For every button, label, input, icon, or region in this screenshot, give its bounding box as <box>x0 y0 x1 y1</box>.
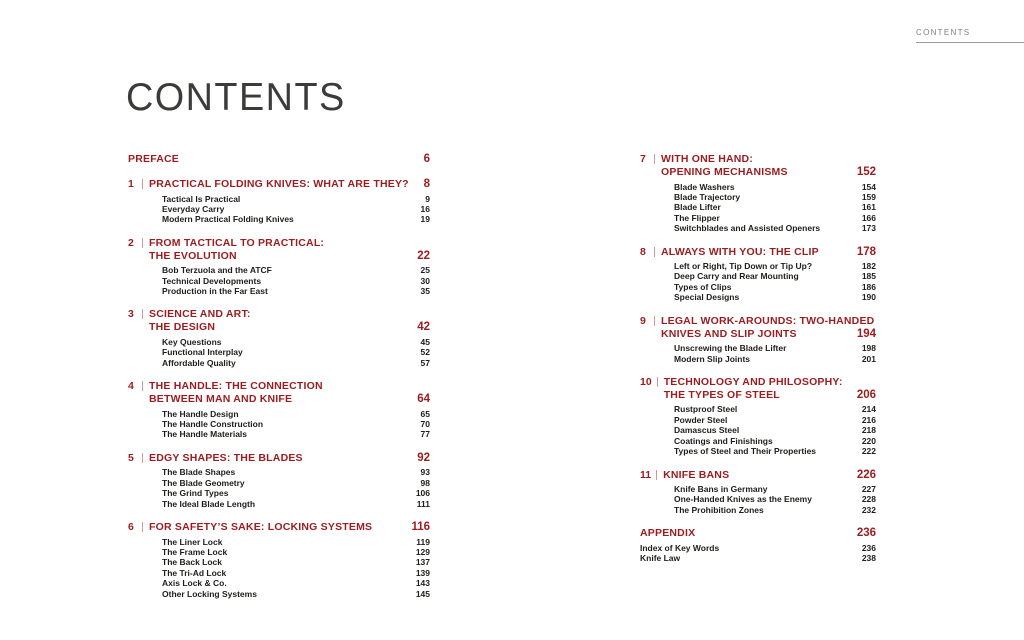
subentry-page-number: 216 <box>861 414 876 425</box>
subentry-page-number: 35 <box>420 286 430 297</box>
subentry-label: The Blade Shapes <box>162 467 236 478</box>
toc-column-right <box>640 153 876 576</box>
toc-subentry-list <box>640 404 876 456</box>
subentry-page-number: 111 <box>416 498 430 509</box>
toc-subentry <box>640 282 876 292</box>
toc-section <box>640 376 876 457</box>
subentry-label: Switchblades and Assisted Openers <box>674 223 821 234</box>
subentry-label: Rustproof Steel <box>674 404 738 415</box>
chapter-title-line: EDGY SHAPES: THE BLADES <box>149 451 303 464</box>
subentry-page-number: 214 <box>861 404 876 415</box>
toc-subentry <box>640 292 876 302</box>
subentry-label: The Flipper <box>674 212 720 223</box>
subentry-label: Damascus Steel <box>674 425 740 436</box>
subentry-page-number: 93 <box>420 467 430 478</box>
toc-subentry-list <box>128 337 430 368</box>
chapter-title-line: THE DESIGN <box>149 321 216 334</box>
toc-section <box>640 246 876 303</box>
subentry-page-number: 52 <box>420 347 430 358</box>
toc-chapter-heading <box>128 380 430 406</box>
subentry-label: The Handle Materials <box>162 429 248 440</box>
chapter-number: 2 <box>128 236 134 249</box>
chapter-page-number: 116 <box>411 521 430 533</box>
subentry-page-number: 166 <box>861 212 876 223</box>
toc-chapter-heading <box>128 521 430 534</box>
chapter-title-line: KNIFE BANS <box>663 468 730 481</box>
toc-chapter-heading <box>640 153 876 179</box>
toc-subentry-list <box>640 343 876 364</box>
toc-subentry <box>128 488 430 498</box>
toc-section <box>640 315 876 364</box>
chapter-page-number: 194 <box>856 327 876 340</box>
subentry-label: Blade Lifter <box>674 202 721 213</box>
toc-subentry <box>128 204 430 214</box>
subentry-label: The Blade Geometry <box>162 477 245 488</box>
chapter-title-line: ALWAYS WITH YOU: THE CLIP <box>661 245 819 258</box>
running-header <box>916 28 1024 43</box>
subentry-page-number: 190 <box>861 292 876 303</box>
toc-subentry <box>128 409 430 419</box>
subentry-label: Key Questions <box>162 336 222 347</box>
subentry-label: Everyday Carry <box>162 203 225 214</box>
toc-subentry <box>640 446 876 456</box>
toc-subentry <box>640 354 876 364</box>
toc-chapter-heading <box>128 153 430 166</box>
toc-section <box>128 308 430 368</box>
subentry-page-number: 45 <box>420 336 430 347</box>
chapter-title <box>640 527 851 540</box>
subentry-page-number: 145 <box>415 588 430 599</box>
toc-chapter-heading <box>128 452 430 465</box>
subentry-label: Modern Slip Joints <box>674 353 751 364</box>
chapter-number-separator <box>142 179 143 189</box>
chapter-title <box>664 376 851 402</box>
subentry-page-number: 106 <box>415 488 430 499</box>
chapter-title <box>149 237 411 263</box>
toc-subentry <box>128 214 430 224</box>
toc-column-left <box>128 153 430 611</box>
toc-subentry <box>640 404 876 414</box>
toc-subentry-list <box>640 182 876 234</box>
toc-subentry-list <box>640 261 876 303</box>
chapter-title-line: THE TYPES OF STEEL <box>663 388 780 401</box>
subentry-label: The Handle Construction <box>162 419 264 430</box>
chapter-page-number: 22 <box>417 249 430 262</box>
page-title: CONTENTS <box>126 76 346 119</box>
chapter-number: 7 <box>640 153 646 165</box>
toc-subentry-list <box>128 537 430 599</box>
chapter-title-line: PREFACE <box>128 153 179 165</box>
subentry-page-number: 227 <box>861 484 876 494</box>
chapter-title <box>661 246 851 259</box>
subentry-label: One-Handed Knives as the Enemy <box>674 494 812 505</box>
toc-subentry <box>128 337 430 347</box>
toc-subentry <box>640 182 876 192</box>
toc-subentry <box>128 286 430 296</box>
chapter-title-line: LEGAL WORK-AROUNDS: TWO-HANDED <box>661 314 875 327</box>
chapter-title <box>149 178 418 191</box>
subentry-label: Blade Washers <box>674 181 735 192</box>
toc-chapter-heading <box>128 308 430 334</box>
toc-chapter-heading <box>128 178 430 191</box>
chapter-title-line: FOR SAFETY’S SAKE: LOCKING SYSTEMS <box>149 521 373 533</box>
subentry-page-number: 228 <box>861 494 876 505</box>
toc-section <box>640 527 876 563</box>
chapter-title-line: THE HANDLE: THE CONNECTION <box>149 380 323 393</box>
toc-subentry <box>128 547 430 557</box>
toc-subentry <box>128 578 430 588</box>
subentry-label: Powder Steel <box>674 414 728 425</box>
toc-subentry-list <box>640 484 876 515</box>
subentry-page-number: 220 <box>861 435 876 446</box>
toc-subentry <box>640 543 876 553</box>
subentry-page-number: 16 <box>420 203 430 214</box>
subentry-label: Tactical Is Practical <box>162 193 241 204</box>
subentry-page-number: 25 <box>420 265 430 276</box>
subentry-label: Modern Practical Folding Knives <box>162 214 294 225</box>
toc-subentry <box>128 347 430 357</box>
toc-subentry <box>640 494 876 504</box>
subentry-page-number: 57 <box>420 357 430 368</box>
chapter-title-line: APPENDIX <box>640 527 696 540</box>
toc-section <box>128 153 430 166</box>
subentry-label: The Grind Types <box>162 488 229 499</box>
toc-chapter-heading <box>640 527 876 540</box>
subentry-page-number: 77 <box>420 429 430 440</box>
subentry-label: Functional Interplay <box>162 347 243 358</box>
chapter-title-line: FROM TACTICAL TO PRACTICAL: <box>149 236 325 249</box>
toc-subentry <box>128 265 430 275</box>
subentry-page-number: 137 <box>415 557 430 568</box>
toc-subentry <box>128 429 430 439</box>
subentry-page-number: 9 <box>425 193 430 204</box>
subentry-page-number: 154 <box>861 181 876 192</box>
chapter-number-separator <box>654 154 655 164</box>
chapter-page-number: 206 <box>856 388 876 401</box>
toc-subentry <box>640 192 876 202</box>
toc-subentry <box>128 537 430 547</box>
chapter-number: 10 <box>640 375 652 388</box>
chapter-page-number: 42 <box>417 321 430 334</box>
chapter-title <box>149 380 411 406</box>
subentry-page-number: 232 <box>861 504 876 515</box>
chapter-title-line: BETWEEN MAN AND KNIFE <box>149 393 293 406</box>
chapter-number-separator <box>654 247 655 257</box>
chapter-number-separator <box>657 377 658 387</box>
subentry-page-number: 182 <box>861 261 876 272</box>
subentry-label: Other Locking Systems <box>162 588 257 599</box>
subentry-label: Affordable Quality <box>162 357 236 368</box>
subentry-label: Coatings and Finishings <box>674 435 773 446</box>
toc-subentry-list <box>128 265 430 296</box>
subentry-label: The Tri-Ad Lock <box>162 567 227 578</box>
toc-subentry <box>640 223 876 233</box>
toc-subentry <box>640 436 876 446</box>
subentry-page-number: 186 <box>861 281 876 292</box>
chapter-title-line: SCIENCE AND ART: <box>149 308 251 321</box>
subentry-label: Types of Steel and Their Properties <box>674 446 817 457</box>
toc-subentry <box>640 213 876 223</box>
subentry-page-number: 198 <box>861 343 876 354</box>
chapter-page-number: 8 <box>423 178 430 190</box>
subentry-page-number: 218 <box>861 425 876 436</box>
running-header-label: CONTENTS <box>916 28 971 37</box>
toc-subentry <box>640 415 876 425</box>
subentry-page-number: 143 <box>415 578 430 589</box>
toc-section <box>640 469 876 516</box>
toc-subentry <box>128 194 430 204</box>
toc-subentry <box>128 467 430 477</box>
chapter-number-separator <box>142 381 143 391</box>
chapter-title <box>661 153 851 179</box>
subentry-label: The Prohibition Zones <box>674 504 764 515</box>
subentry-page-number: 238 <box>861 553 876 564</box>
toc-chapter-heading <box>640 246 876 259</box>
subentry-label: Unscrewing the Blade Lifter <box>674 343 787 354</box>
chapter-number: 6 <box>128 521 134 533</box>
chapter-number-separator <box>656 470 657 480</box>
chapter-number: 9 <box>640 314 646 327</box>
chapter-number-separator <box>142 309 143 319</box>
chapter-page-number: 226 <box>856 468 876 481</box>
subentry-label: Knife Law <box>640 553 681 564</box>
chapter-title <box>149 308 411 334</box>
chapter-number: 8 <box>640 245 646 258</box>
chapter-number: 1 <box>128 178 134 190</box>
subentry-page-number: 70 <box>420 419 430 430</box>
subentry-label: Knife Bans in Germany <box>674 484 768 494</box>
toc-section <box>640 153 876 234</box>
subentry-label: Production in the Far East <box>162 286 268 297</box>
subentry-label: The Frame Lock <box>162 546 228 557</box>
chapter-title-line: WITH ONE HAND: <box>661 153 754 165</box>
toc-subentry <box>128 568 430 578</box>
subentry-label: Deep Carry and Rear Mounting <box>674 271 799 282</box>
toc-subentry <box>128 557 430 567</box>
subentry-label: The Handle Design <box>162 408 239 419</box>
toc-subentry-list <box>128 194 430 225</box>
toc-subentry <box>128 589 430 599</box>
toc-section <box>128 380 430 440</box>
toc-chapter-heading <box>640 376 876 402</box>
subentry-page-number: 236 <box>861 542 876 553</box>
toc-section <box>128 521 430 599</box>
chapter-page-number: 64 <box>417 393 430 406</box>
chapter-title <box>663 469 851 482</box>
chapter-number: 11 <box>640 468 652 481</box>
chapter-title-line: KNIVES AND SLIP JOINTS <box>661 327 797 340</box>
chapter-title <box>128 153 418 166</box>
subentry-label: The Liner Lock <box>162 536 223 547</box>
subentry-page-number: 222 <box>861 446 876 457</box>
toc-chapter-heading <box>640 315 876 341</box>
chapter-number: 4 <box>128 380 134 393</box>
toc-subentry-list <box>128 409 430 440</box>
subentry-page-number: 119 <box>416 536 430 547</box>
chapter-page-number: 236 <box>856 527 876 540</box>
toc-subentry <box>640 261 876 271</box>
subentry-label: Technical Developments <box>162 275 262 286</box>
chapter-page-number: 6 <box>423 153 430 165</box>
subentry-page-number: 30 <box>420 275 430 286</box>
chapter-number: 5 <box>128 451 134 464</box>
toc-section <box>128 178 430 225</box>
subentry-label: The Back Lock <box>162 557 222 568</box>
subentry-label: Special Designs <box>674 292 740 303</box>
subentry-page-number: 139 <box>415 567 430 578</box>
subentry-page-number: 201 <box>861 353 876 364</box>
subentry-page-number: 159 <box>861 191 876 202</box>
chapter-title <box>149 452 411 465</box>
toc-subentry <box>640 484 876 494</box>
subentry-label: The Ideal Blade Length <box>162 498 256 509</box>
subentry-page-number: 173 <box>861 223 876 234</box>
toc-subentry <box>640 343 876 353</box>
toc-chapter-heading <box>128 237 430 263</box>
chapter-page-number: 92 <box>417 451 430 464</box>
chapter-title <box>149 521 405 534</box>
chapter-number-separator <box>142 238 143 248</box>
chapter-number-separator <box>142 453 143 463</box>
chapter-number-separator <box>142 522 143 532</box>
toc-section <box>128 452 430 509</box>
toc-subentry <box>640 202 876 212</box>
chapter-page-number: 178 <box>856 245 876 258</box>
toc-chapter-heading <box>640 469 876 482</box>
subentry-page-number: 161 <box>861 202 876 213</box>
subentry-page-number: 185 <box>861 271 876 282</box>
toc-subentry <box>128 419 430 429</box>
subentry-label: Bob Terzuola and the ATCF <box>162 265 272 276</box>
toc-subentry <box>128 276 430 286</box>
subentry-label: Axis Lock & Co. <box>162 578 227 589</box>
chapter-title-line: TECHNOLOGY AND PHILOSOPHY: <box>663 375 843 388</box>
subentry-label: Blade Trajectory <box>674 191 741 202</box>
chapter-number-separator <box>654 316 655 326</box>
subentry-page-number: 19 <box>420 214 430 225</box>
subentry-label: Types of Clips <box>674 281 732 292</box>
subentry-page-number: 129 <box>415 546 430 557</box>
toc-subentry <box>640 553 876 563</box>
running-header-rule <box>916 42 1024 43</box>
toc-subentry-list <box>128 467 430 509</box>
chapter-title-line: PRACTICAL FOLDING KNIVES: WHAT ARE THEY? <box>149 178 409 190</box>
chapter-number: 3 <box>128 308 134 321</box>
subentry-page-number: 98 <box>420 477 430 488</box>
toc-subentry <box>128 358 430 368</box>
subentry-label: Left or Right, Tip Down or Tip Up? <box>674 261 813 272</box>
toc-subentry <box>640 425 876 435</box>
toc-subentry-list <box>640 543 876 564</box>
toc-subentry <box>640 271 876 281</box>
chapter-title-line: OPENING MECHANISMS <box>661 166 788 178</box>
chapter-page-number: 152 <box>856 166 876 178</box>
toc-subentry <box>640 505 876 515</box>
chapter-title-line: THE EVOLUTION <box>149 249 237 262</box>
subentry-label: Index of Key Words <box>640 542 720 553</box>
toc-subentry <box>128 478 430 488</box>
toc-subentry <box>128 499 430 509</box>
toc-section <box>128 237 430 297</box>
subentry-page-number: 65 <box>420 408 430 419</box>
